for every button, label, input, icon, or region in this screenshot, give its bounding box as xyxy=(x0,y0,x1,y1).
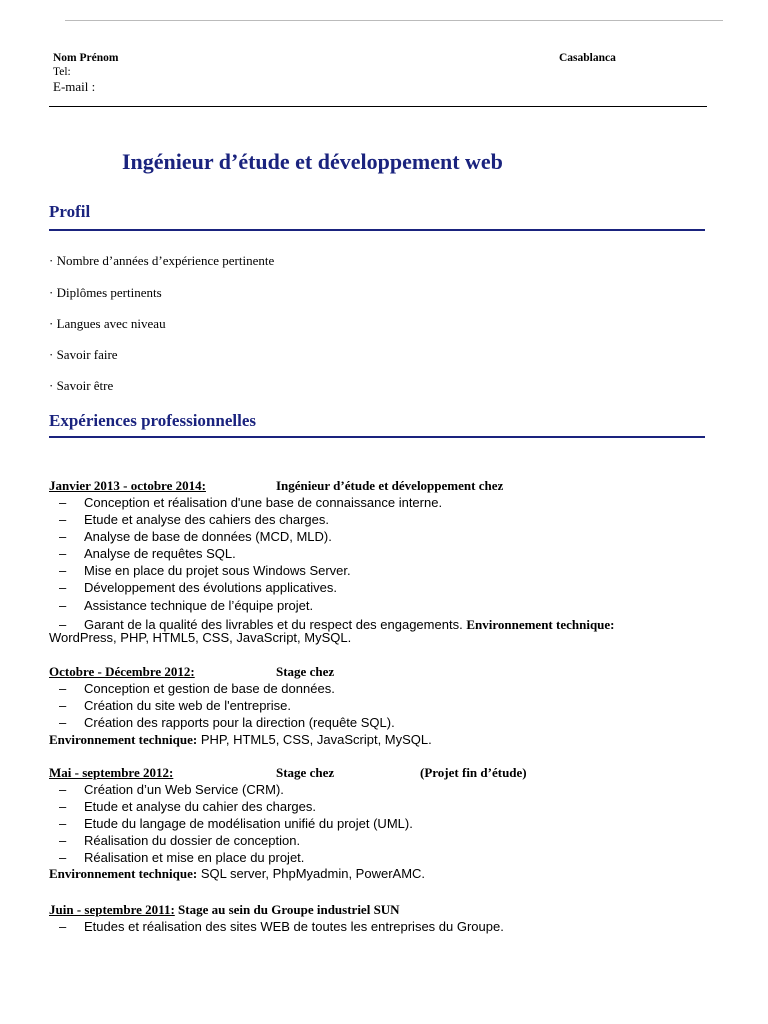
document-title: Ingénieur d’étude et développement web xyxy=(122,149,503,174)
env-value: WordPress, PHP, HTML5, CSS, JavaScript, MySQL. xyxy=(49,630,352,645)
experiences-heading: Expériences professionnelles xyxy=(49,411,256,430)
task-item: – Conception et réalisation d'une base de connaissance interne. xyxy=(59,495,443,510)
env-label: Environnement technique: xyxy=(466,617,615,632)
task-item: – Création des rapports pour la direction (requête SQL). xyxy=(59,715,395,730)
profil-heading: Profil xyxy=(49,202,91,221)
job-date: Mai - septembre 2012: xyxy=(49,765,174,780)
task-item: – Réalisation et mise en place du projet. xyxy=(59,850,305,865)
task-item: – Création d’un Web Service (CRM). xyxy=(59,782,284,797)
task-item: – Garant de la qualité des livrables et du respect des engagements. Environnement technique: xyxy=(59,617,615,632)
tel-label: Tel: xyxy=(53,66,71,78)
job-note: (Projet fin d’étude) xyxy=(420,765,527,780)
profil-item: · Savoir faire xyxy=(49,347,118,362)
task-item: – Etude et analyse des cahiers des charges. xyxy=(59,512,329,527)
task-item: – Assistance technique de l’équipe projet. xyxy=(59,598,314,613)
task-item: – Conception et gestion de base de données. xyxy=(59,681,335,696)
job-role: Stage au sein du Groupe industriel SUN xyxy=(178,902,400,917)
experiences-rule xyxy=(49,436,705,438)
env-value: PHP, HTML5, CSS, JavaScript, MySQL. xyxy=(200,732,432,747)
task-item: – Analyse de base de données (MCD, MLD). xyxy=(59,529,332,544)
env-line xyxy=(49,732,432,748)
task-item: – Etudes et réalisation des sites WEB de toutes les entreprises du Groupe. xyxy=(59,919,504,934)
header-rule xyxy=(49,106,707,107)
task-item: – Etude et analyse du cahier des charges. xyxy=(59,799,316,814)
task-item: – Etude du langage de modélisation unifié du projet (UML). xyxy=(59,816,413,831)
job-role: Stage chez xyxy=(276,765,335,780)
job-date: Juin - septembre 2011: xyxy=(49,902,175,917)
job-role: Ingénieur d’étude et développement chez xyxy=(276,478,504,493)
job-date: Octobre - Décembre 2012: xyxy=(49,664,195,679)
job-date: Janvier 2013 - octobre 2014: xyxy=(49,478,206,493)
profil-item: · Nombre d’années d’expérience pertinente xyxy=(49,253,275,268)
profil-item: · Savoir être xyxy=(49,378,114,393)
task-item: – Développement des évolutions applicatives. xyxy=(59,580,337,595)
city-label: Casablanca xyxy=(559,52,616,64)
email-label: E-mail : xyxy=(53,79,96,94)
task-item: – Réalisation du dossier de conception. xyxy=(59,833,301,848)
top-rule xyxy=(65,20,723,21)
task-item: – Création du site web de l'entreprise. xyxy=(59,698,291,713)
profil-item: · Langues avec niveau xyxy=(49,316,166,331)
task-item: – Analyse de requêtes SQL. xyxy=(59,546,236,561)
task-item: – Mise en place du projet sous Windows Server. xyxy=(59,563,351,578)
env-value: SQL server, PhpMyadmin, PowerAMC. xyxy=(200,866,426,881)
profil-item: · Diplômes pertinents xyxy=(49,285,162,300)
env-label: Environnement technique: xyxy=(49,732,198,747)
profil-rule xyxy=(49,229,705,231)
job-role: Stage chez xyxy=(276,664,335,679)
env-label: Environnement technique: xyxy=(49,866,198,881)
env-line xyxy=(49,866,425,882)
name-label: Nom Prénom xyxy=(53,52,119,64)
